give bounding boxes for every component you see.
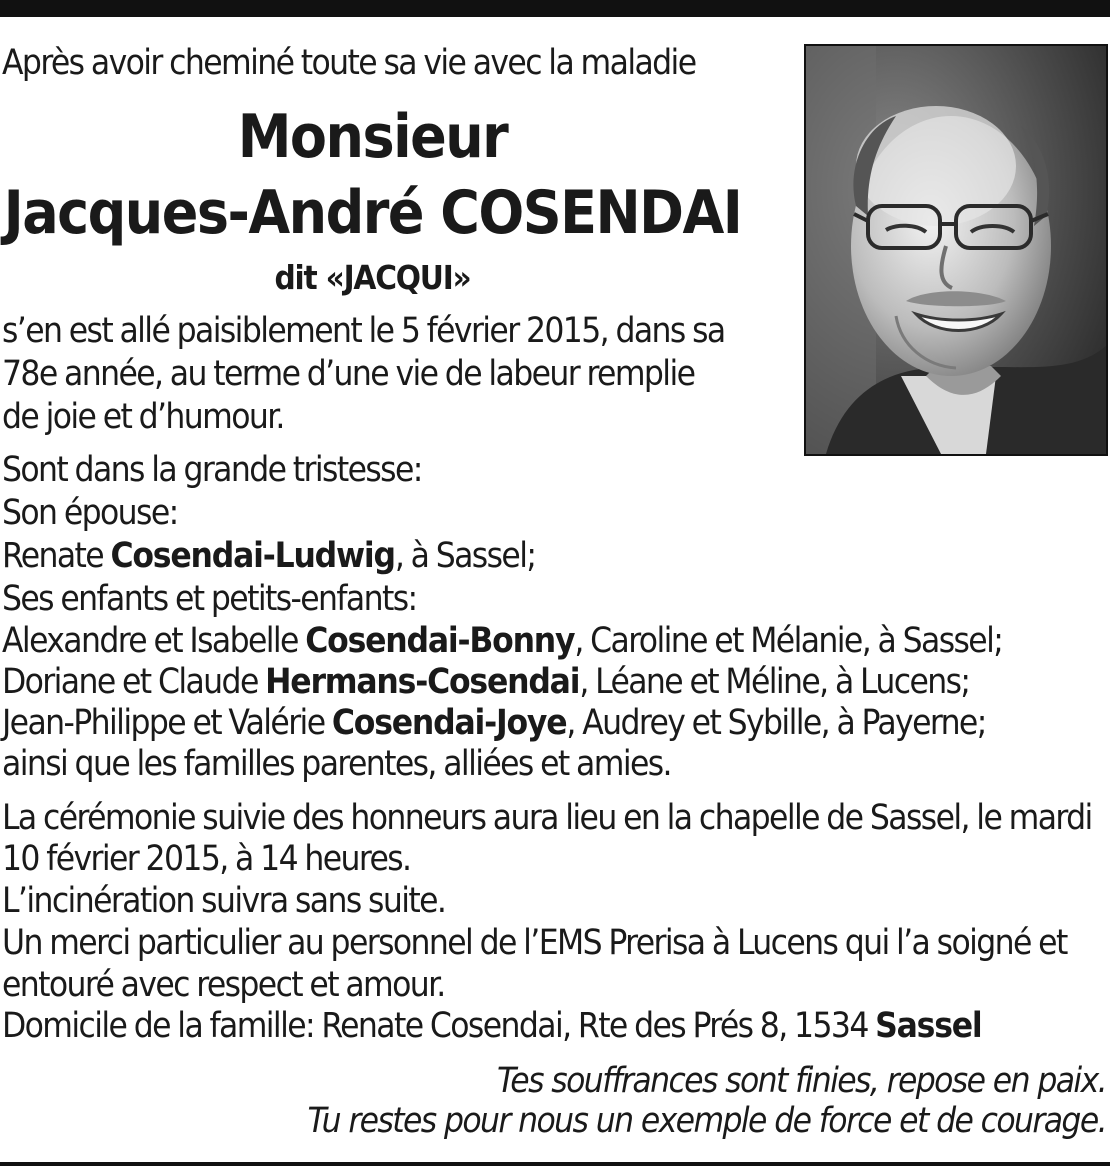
portrait-photo xyxy=(804,44,1108,456)
child-rest: , Léane et Méline, à Lucens; xyxy=(579,662,970,702)
domicile-text: Domicile de la famille: Renate Cosendai, Rte des Prés 8, 1534 xyxy=(2,1006,876,1046)
epitaph-line-1: Tes souffrances sont finies, repose en paix. xyxy=(497,1061,1106,1101)
spouse-given: Renate xyxy=(2,536,111,576)
family-closing: ainsi que les familles parentes, alliées et amies. xyxy=(2,744,671,784)
child-line xyxy=(2,620,1002,662)
child-line xyxy=(2,661,969,703)
ceremony-line-1: La cérémonie suivie des honneurs aura lieu en la chapelle de Sassel, le mardi xyxy=(2,798,1092,838)
bottom-rule xyxy=(0,1162,1110,1166)
portrait-illustration xyxy=(806,46,1106,454)
child-surname: Hermans-Cosendai xyxy=(265,662,580,702)
intro-line: Après avoir cheminé toute sa vie avec la maladie xyxy=(2,43,696,83)
domicile-town: Sassel xyxy=(875,1006,982,1046)
title-honorific: Monsieur xyxy=(237,102,508,172)
passing-line-1: s’en est allé paisiblement le 5 février 2015, dans sa xyxy=(2,311,725,351)
child-surname: Cosendai-Joye xyxy=(331,703,567,743)
child-given: Alexandre et Isabelle xyxy=(2,621,306,661)
deceased-name: Jacques-André COSENDAI xyxy=(3,178,742,248)
spouse-label: Son épouse: xyxy=(2,493,178,533)
domicile-line xyxy=(2,1005,982,1047)
child-given: Jean-Philippe et Valérie xyxy=(2,703,332,743)
child-rest: , Caroline et Mélanie, à Sassel; xyxy=(574,621,1003,661)
children-label: Ses enfants et petits-enfants: xyxy=(2,579,417,619)
passing-line-3: de joie et d’humour. xyxy=(2,397,284,437)
spouse-surname: Cosendai-Ludwig xyxy=(110,536,395,576)
child-given: Doriane et Claude xyxy=(2,662,266,702)
top-rule xyxy=(0,0,1110,17)
epitaph-line-2: Tu restes pour nous un exemple de force et de courage. xyxy=(307,1101,1106,1141)
nickname: dit «JACQUI» xyxy=(274,258,471,297)
child-rest: , Audrey et Sybille, à Payerne; xyxy=(566,703,986,743)
ceremony-line-2: 10 février 2015, à 14 heures. xyxy=(2,839,411,879)
child-line xyxy=(2,702,986,744)
spouse-place: , à Sassel; xyxy=(394,536,536,576)
ceremony-line-3: L’incinération suivra sans suite. xyxy=(2,881,446,921)
child-surname: Cosendai-Bonny xyxy=(305,621,575,661)
spouse-line xyxy=(2,535,535,577)
passing-line-2: 78e année, au terme d’une vie de labeur remplie xyxy=(2,354,695,394)
family-intro: Sont dans la grande tristesse: xyxy=(2,450,422,490)
ceremony-line-4: Un merci particulier au personnel de l’EMS Prerisa à Lucens qui l’a soigné et xyxy=(2,923,1067,963)
ceremony-line-5: entouré avec respect et amour. xyxy=(2,965,445,1005)
